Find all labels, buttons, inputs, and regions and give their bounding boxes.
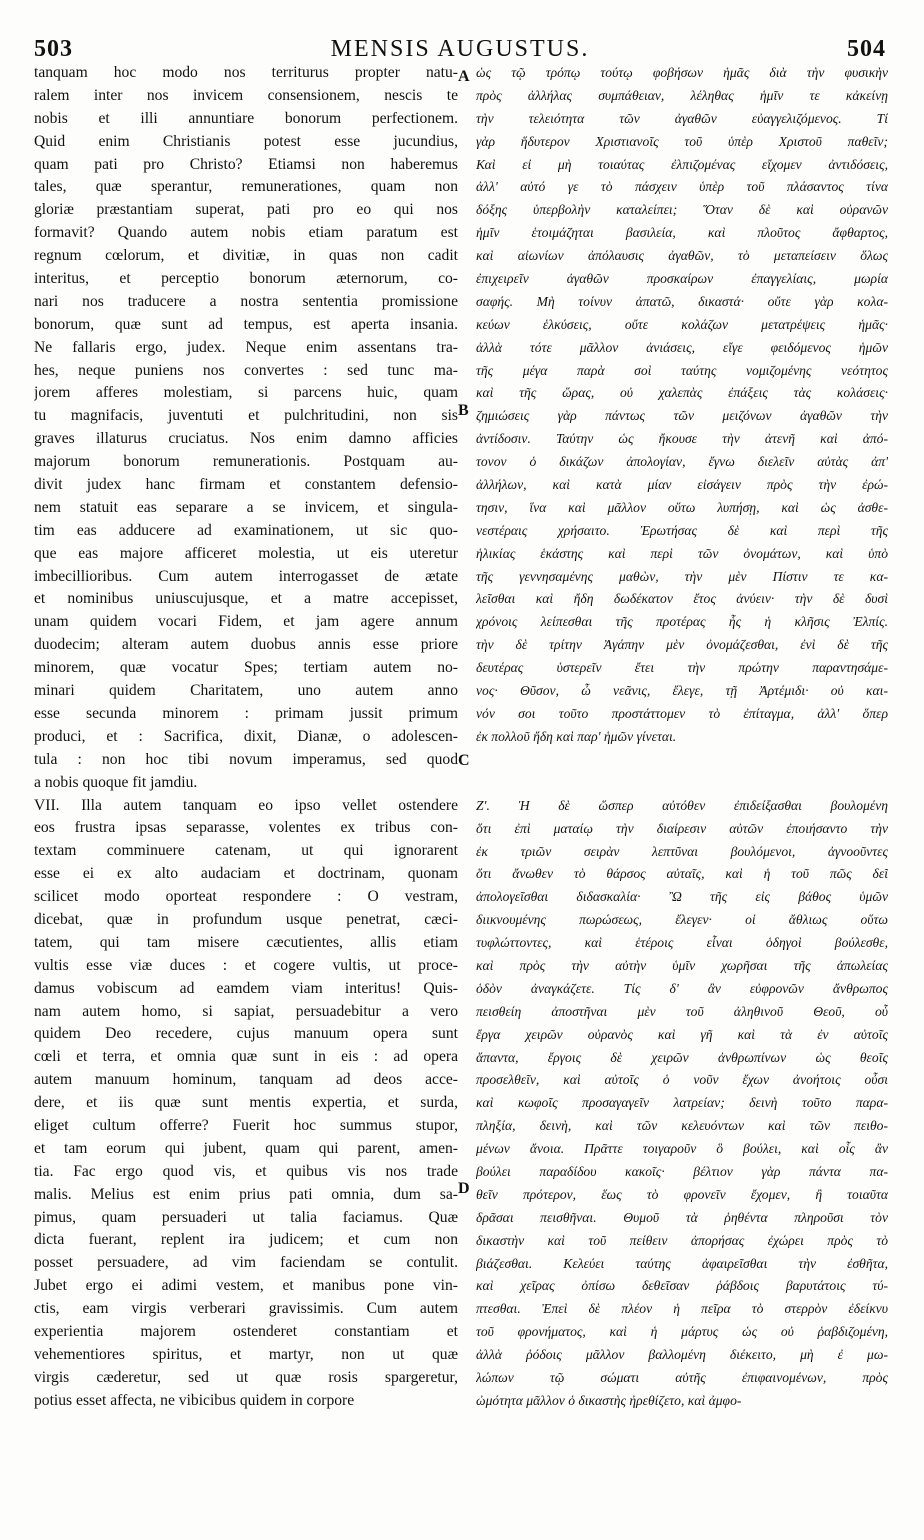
greek-text-line: ὅτι ἄνωθεν τὸ θάρσος αὐταῖς, καὶ ἡ τοῦ πῶς δεῖ [476,866,888,882]
latin-text-line: gloriæ præstantiam superat, pati pro eo qui nos [34,201,458,219]
latin-text-line: dicebat, quæ in profundum usque penetrat, cæci- [34,910,458,928]
latin-text-line: virgis cæderetur, sed ut quæ rosis spargeretur, [34,1368,458,1386]
greek-text-line: μένων ἄνοια. Πρᾶττε τοιγαροῦν ὃ βούλει, καὶ οἷς ἂν [476,1141,888,1157]
latin-text-line: minorem, quæ vocatur Spes; tertiam autem no- [34,659,458,677]
latin-text-line: et nominibus uniuscujusque, et a matre accepisset, [34,590,458,608]
latin-text-line: experientia majorem ostenderet constantiam et [34,1322,458,1340]
greek-text-line: ὡς τῷ τρόπῳ τούτῳ φοβήσων ἡμᾶς διὰ τὴν φυσικὴν [476,65,888,80]
latin-text-line: eos frustra ipsas separasse, volentes ex tribus con- [34,819,458,837]
greek-text-part-1 [476,62,888,749]
latin-text-line: esse ei ex alto audaciam et doctrinam, quonam [34,865,458,883]
greek-text-line: δευτέρας ὑστερεῖν ἔτει τὴν πρώτην παραντησάμε- [476,660,888,676]
latin-text-line: scilicet modo oporteat respondere : O vestram, [34,888,458,906]
section-gap [476,749,888,795]
greek-text-line: πεισθείη ἀποστῆναι μὲν τοῦ ἀληθινοῦ Θεοῦ, οὗ [476,1003,888,1019]
greek-text-line: σαφής. Μὴ τοίνυν ἀπατῶ, δικαστά· οὔτε γὰρ κολα- [476,293,888,309]
latin-text-line: dicta fuerant, replent ira judicem; et cum non [34,1231,458,1249]
greek-text-line: βιάζεσθαι. Κελεύει ταύτης ἀφαιρεῖσθαι τὴν ἐσθῆτα, [476,1255,888,1271]
greek-text-column [476,62,888,1413]
latin-text-line: graves illaturus cruciatus. Nos enim damno afficies [34,430,458,448]
greek-text-line: τησιν, ἵνα καὶ μᾶλλον οὕτω λυπήσῃ, καὶ ὡς ἀσθε- [476,499,888,515]
latin-text-line: nem statuit eas separare a se invicem, et singula- [34,498,458,516]
margin-marker-c: C [458,752,470,769]
latin-text-line: nam autem homo, si sapiat, persuadebitur a vero [34,1002,458,1020]
greek-text-line: ἀλλ' αὐτό γε τὸ πάσχειν ὑπὲρ τοῦ πλάσαντος τίνα [476,179,888,195]
latin-text-line: tatem, qui tam misere cæcutientes, allis etiam [34,933,458,951]
greek-text-line: πτεσθαι. Ἐπεὶ δὲ πλέον ἡ πεῖρα τὸ στερρὸν ἐδείκνυ [476,1301,888,1317]
greek-text-line: γὰρ ἥδυτερον Χριστιανοῖς τοῦ ὑπὲρ Χριστοῦ παθεῖν; [476,133,888,149]
greek-text-line: ἡμῖν ἑτοιμάζηται βασιλεία, καὶ πλοῦτος ἄφθαρτος, [476,225,888,241]
latin-text-line: ralem inter nos invicem consensionem, nescis te [34,86,458,104]
greek-text-line: ἡλικίας ἑκάστης καὶ περὶ τῶν ὀνομάτων, καὶ ὑπὸ [476,545,888,561]
greek-text-line: ὁδὸν ἀναγκάζετε. Τίς δ' ἂν εὐφρονῶν ἄνθρωπος [476,980,888,996]
greek-text-line: ἐπιχειρεῖν ἀγαθῶν προσκαίρων ἐπαγγελίαις, μωρία [476,271,888,287]
greek-text-line: τὴν δὲ τρίτην Ἀγάπην μὲν ὀνομάζεσθαι, ἐνὶ δὲ τῆς [476,637,888,653]
latin-text-line: bonorum, quæ sunt ad tempus, est aperta insania. [34,315,458,333]
latin-text-line: esse secunda minorem : primam jussit primum [34,704,458,722]
greek-text-line: ἀλλὰ ῥόδοις μᾶλλον βαλλομένη διέκειτο, μὴ ἐ μω- [476,1347,888,1363]
greek-text-line: καὶ χεῖρας ὀπίσω δεθεῖσαν ῥάβδοις βαρυτάτοις τύ- [476,1278,888,1294]
greek-text-line: ἐκ τριῶν σειρὰν λεπτῦναι βουλόμενοι, ἀγνοοῦντες [476,843,888,859]
latin-text-line: produci, et : Sacrifica, dixit, Dianæ, o adolescen- [34,727,458,745]
greek-text-line: προσελθεῖν, καὶ αὐτοῖς ὁ νοῦν ἔχων ἀνοήτοις οὖσι [476,1072,888,1088]
latin-text-line: tia. Fac ergo quod vis, et quibus vis nos trade [34,1162,458,1180]
latin-text-line: et tam eorum qui jubent, quam qui parent, amen- [34,1139,458,1157]
greek-text-line: διικνουμένης πωρώσεως, ἔλεγεν· οἱ ἄθλιως οὕτω [476,912,888,928]
latin-text-line: unam quidem vocari Fidem, et jam agere annum [34,613,458,631]
greek-text-line: κεύων ἑλκύσεις, οὔτε κολάζων μετατρέψεις ἡμᾶς· [476,316,888,332]
greek-text-line: ἀπολογεῖσθαι διδασκαλία· Ὢ τῆς εἰς βάθος ὑμῶν [476,889,888,905]
greek-text-line: ζημιώσεις γὰρ πάντως τῶν μειζόνων ἀγαθῶν τὴν [476,408,888,424]
latin-text-line: potius esset affecta, ne vibicibus quidem in corpore [34,1391,355,1409]
latin-text-line: cœli et terra, et omnia quæ sunt in eis : ad opera [34,1048,458,1066]
greek-text-line: τονον ὁ δικάζων ἀπολογίαν, ἔγνω διελεῖν αὐτὰς ἀπ' [476,454,888,470]
latin-text-line: vehementiores spiritus, et martyr, non ut quæ [34,1345,458,1363]
latin-text-line: Quid enim Christianis potest esse jucundius, [34,132,458,150]
greek-text-line: ὠμότητα μᾶλλον ὁ δικαστὴς ἠρεθίζετο, καὶ ἀμφο- [476,1392,742,1408]
latin-text-line: Jubet ergo ei adimi vestem, et manibus pone vin- [34,1277,458,1295]
latin-text-line: textam comminuere catenam, ut qui ignorarent [34,842,458,860]
latin-text-line: dere, et iis quæ sunt mentis expertia, et surda, [34,1094,458,1112]
greek-text-line: ἐκ πολλοῦ ἤδη καὶ παρ' ἡμῶν γίνεται. [476,728,677,744]
latin-text-line: tales, quæ sperantur, remunerationes, quam non [34,178,458,196]
greek-text-line: δόξης ὑπερβολὴν καταλείπει; Ὅταν δὲ καὶ οὐρανῶν [476,202,888,218]
left-page-number: 503 [34,36,73,62]
greek-text-line: δικαστὴν καὶ τοῦ πείθειν ἀπορήσας ἐχώρει πρὸς τὸ [476,1232,888,1248]
greek-text-line: καὶ τῆς ὥρας, οὐ χαλεπὰς ἐπάξεις τὰς κολάσεις· [476,385,888,401]
latin-text-line: autem manuum hominum, tanquam ad deos acce- [34,1071,458,1089]
greek-text-line: ἀντίδοσιν. Ταύτην ὡς ἤκουσε τὴν ἀτενῆ καὶ ἀπό- [476,431,888,447]
latin-text-line: jorem afferes molestiam, si parcens huic, quam [34,384,458,402]
greek-text-line: καὶ αἰωνίων ἀπόλαυσις ἀγαθῶν, τὸ μεταπείσειν ὅλως [476,248,888,264]
latin-text-line: nari nos traducere a nostra sententia promissione [34,292,458,310]
latin-text-line: divit judex hanc firmam et constantem defensio- [34,476,458,494]
greek-text-line: τῆς μέγα παρὰ σοὶ ταύτης νομιζομένης νεότητος [476,362,888,378]
latin-text-line: duodecim; alteram autem duobus annis esse priore [34,636,458,654]
latin-text-line: ctis, eam virgis verberari gravissimis. Cum autem [34,1300,458,1318]
latin-text-line: Ne fallaris ergo, judex. Neque enim assentans tra- [34,338,458,356]
greek-text-line: τῆς γεννησαμένης μαθὼν, τὴν μὲν Πίστιν τε κα- [476,568,888,584]
greek-text-line: θεῖν πρότερον, ἕως τὸ φρονεῖν ἔχομεν, ἢ τοιαῦτα [476,1186,888,1202]
latin-text-line: majorum bonorum remunerationis. Postquam au- [34,453,458,471]
margin-marker-a: A [458,68,470,85]
greek-text-line: καὶ κωφοῖς προσαγαγεῖν λατρείαν; δεινὴ τοῦτο παρα- [476,1095,888,1111]
greek-text-line: δρᾶσαι πεισθῆναι. Θυμοῦ τὰ ῥηθέντα πληροῦσι τὸν [476,1209,888,1225]
latin-text-line: imbecillioribus. Cum autem interrogasset de ætate [34,567,458,585]
greek-text-line: ὅτι ἐπὶ ματαίῳ τὴν διαίρεσιν αὐτῶν ἐποιήσαντο τὴν [476,820,888,836]
margin-marker-d: D [458,1180,470,1197]
latin-text-line: tim eas adducere ad examinationem, ut sic quo- [34,521,458,539]
latin-text-line: regnum cœlorum, et divitiæ, in quas non cadit [34,247,458,265]
greek-text-line: λώπων τῷ σώματι αὐτῆς ἐπιφαινομένων, πρὸς [476,1369,888,1385]
latin-text-line: tula : non hoc tibi novum imperamus, sed quod [34,750,458,768]
running-title: MENSIS AUGUSTUS. [330,36,590,62]
greek-text-line: Ζ'. Ἡ δὲ ὥσπερ αὐτόθεν ἐπιδείξασθαι βουλομένη [476,797,888,813]
greek-text-line: νος· Θῦσον, ὦ νεᾶνις, ἔλεγε, τῇ Ἀρτέμιδι· οὐ και- [476,683,888,699]
latin-text-line: tu magnifacis, juventuti et pulchritudini, non sis [34,407,458,425]
greek-text-line: νόν σοι τοῦτο προστάττομεν τὸ ἐπίταγμα, ἀλλ' ὅπερ [476,705,888,721]
greek-text-line: τυφλώττοντες, καὶ ἑτέροις εἶναι ὁδηγοὶ βούλεσθε, [476,935,888,951]
greek-text-line: πληξία, δεινὴ, καὶ τῶν κελευόντων καὶ τῶν πειθο- [476,1118,888,1134]
greek-text-part-2 [476,795,888,1413]
greek-text-line: τὴν τελειότητα τῶν ἀγαθῶν εὐαγγελιζόμενος. Τί [476,110,888,126]
latin-text-line: formavit? Quando autem nobis etiam paratum est [34,224,458,242]
latin-text-line: eliget cultum offerre? Fuerit hoc summus stupor, [34,1116,458,1134]
greek-text-line: ἀλλὰ τότε μᾶλλον ἀνιάσεις, εἴγε φειδόμενος ἡμῶν [476,339,888,355]
greek-text-line: ἅπαντα, ἔργοις δὲ χειρῶν ἀνθρωπίνων ὡς θεοῖς [476,1049,888,1065]
greek-text-line: Καὶ εἰ μὴ τοιαύτας ἐλπιζομένας εἴχομεν ἀντιδόσεις, [476,156,888,172]
greek-text-line: ἀλλήλων, καὶ κατὰ μίαν εἰσάγειν πρὸς τὴν ἐρώ- [476,477,888,493]
greek-text-line: λεῖσθαι καὶ ἤδη δωδέκατον ἔτος ἀνύειν· τὴν δὲ δυσὶ [476,591,888,607]
greek-text-line: βούλει παραδίδου κακοῖς· βέλτιον γὰρ πάντα πα- [476,1163,888,1179]
latin-text-line: nobis et illi annuntiare bonorum perfectionem. [34,109,458,127]
latin-text-line: minari quidem Charitatem, uno autem anno [34,682,458,700]
latin-text-line: que eas majore afficeret molestia, ut eis uteretur [34,544,458,562]
greek-text-line: νεστέραις χρήσαιτο. Ἐρωτήσας δὲ καὶ περὶ τῆς [476,522,888,538]
right-page-number: 504 [847,36,886,62]
latin-text-line: VII. Illa autem tanquam eo ipso vellet ostendere [34,796,458,814]
running-header [34,14,886,62]
greek-text-line: χρόνοις λείπεσθαι τῆς προτέρας ἧς ἡ κλῆσις Ἐλπίς. [476,614,888,630]
latin-text-line: interitus, et perceptio bonorum æternorum, co- [34,270,458,288]
greek-text-line: καὶ πρὸς τὴν αὐτὴν ὑμῖν χωρῆσαι τῆς ἀπωλείας [476,957,888,973]
greek-text-line: πρὸς ἀλλήλας συμπάθειαν, λέληθας ἡμῖν τε κἀκείνῃ [476,87,888,103]
latin-text-line: hes, neque puniens nos convertes : sed tunc ma- [34,361,458,379]
greek-text-line: ἔργα χειρῶν οὐρανὸς καὶ γῆ καὶ τὰ ἐν αὐτοῖς [476,1026,888,1042]
latin-text-line: a nobis quoque fit jamdiu. [34,773,198,791]
latin-text-line: vultis esse viæ duces : et cogere vultis, ut proce- [34,956,458,974]
latin-text-line: quam pati pro Christo? Etiamsi non haberemus [34,155,458,173]
latin-text-line: posset persuadere, ad vim faciendam se contulit. [34,1254,458,1272]
latin-text-line: damus vobiscum ad eamdem viam interitus! Quis- [34,979,458,997]
latin-text-line: quidem Deo recedere, cujus manuum opera sunt [34,1025,458,1043]
greek-text-line: τοῦ φρονήματος, καὶ ἡ μάρτυς ὡς οὐ ῥαβδιζομένη, [476,1324,888,1340]
latin-text-line: malis. Melius est enim prius pati omnia, dum sa- [34,1185,458,1203]
latin-text-column [34,62,458,1413]
latin-text-line: pimus, quam persuaderi ut talia faciamus. Quæ [34,1208,458,1226]
margin-marker-b: B [458,402,469,419]
latin-text-line: tanquam hoc modo nos territurus propter natu- [34,64,458,81]
